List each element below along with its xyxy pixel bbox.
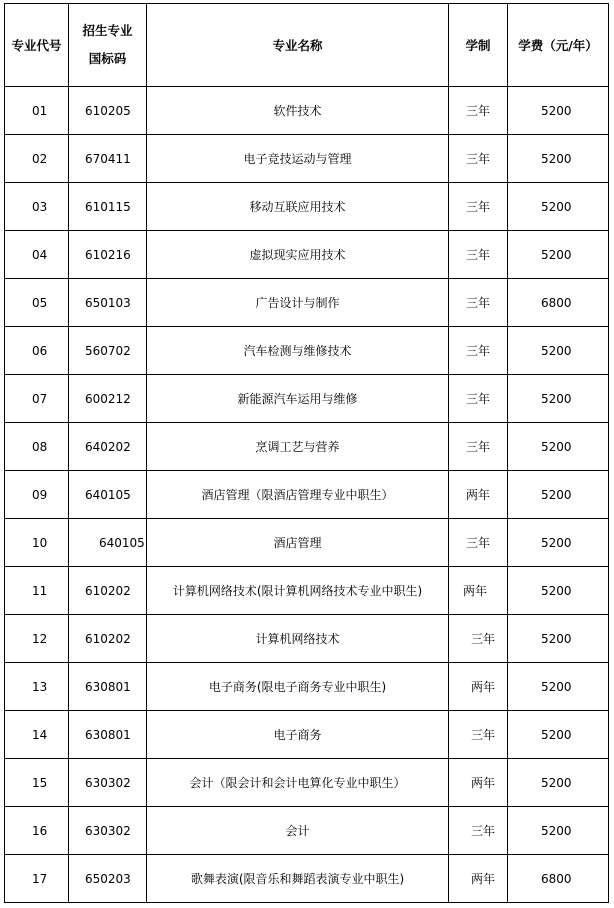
table-row <box>5 327 609 375</box>
cell-gb-code: 640105 <box>69 471 147 519</box>
cell-code: 04 <box>5 231 69 279</box>
cell-gb-code: 670411 <box>69 135 147 183</box>
cell-code: 16 <box>5 807 69 855</box>
cell-major-name: 虚拟现实应用技术 <box>147 231 449 279</box>
header-gb-line2: 国标码 <box>88 51 127 66</box>
cell-duration: 三年 <box>449 375 508 423</box>
header-fee: 学费（元/年） <box>508 4 609 87</box>
cell-code: 02 <box>5 135 69 183</box>
cell-code: 10 <box>5 519 69 567</box>
header-gb-code <box>69 4 147 87</box>
table-row <box>5 759 609 807</box>
cell-fee: 6800 <box>508 855 609 903</box>
cell-duration: 三年 <box>449 519 508 567</box>
table-row <box>5 567 609 615</box>
cell-fee: 5200 <box>508 183 609 231</box>
cell-code: 05 <box>5 279 69 327</box>
cell-duration: 两年 <box>449 471 508 519</box>
cell-code: 14 <box>5 711 69 759</box>
cell-gb-code: 610115 <box>69 183 147 231</box>
cell-fee: 5200 <box>508 423 609 471</box>
cell-fee: 5200 <box>508 567 609 615</box>
cell-duration: 三年 <box>449 87 508 135</box>
cell-duration: 三年 <box>449 327 508 375</box>
cell-code: 08 <box>5 423 69 471</box>
cell-gb-code: 630801 <box>69 663 147 711</box>
cell-major-name: 计算机网络技术(限计算机网络技术专业中职生) <box>147 567 449 615</box>
cell-major-name: 软件技术 <box>147 87 449 135</box>
cell-gb-code: 640202 <box>69 423 147 471</box>
cell-major-name: 酒店管理（限酒店管理专业中职生） <box>147 471 449 519</box>
cell-fee: 5200 <box>508 807 609 855</box>
cell-fee: 5200 <box>508 375 609 423</box>
cell-major-name: 酒店管理 <box>147 519 449 567</box>
cell-major-name: 移动互联应用技术 <box>147 183 449 231</box>
cell-code: 12 <box>5 615 69 663</box>
cell-duration: 两年 <box>449 759 508 807</box>
table-row <box>5 471 609 519</box>
cell-gb-code: 630302 <box>69 807 147 855</box>
cell-gb-code: 650103 <box>69 279 147 327</box>
cell-major-name: 会计 <box>147 807 449 855</box>
header-duration: 学制 <box>449 4 508 87</box>
cell-gb-code: 610202 <box>69 567 147 615</box>
cell-fee: 5200 <box>508 663 609 711</box>
header-code: 专业代号 <box>5 4 69 87</box>
cell-code: 01 <box>5 87 69 135</box>
cell-gb-code: 600212 <box>69 375 147 423</box>
cell-gb-code: 630801 <box>69 711 147 759</box>
cell-fee: 5200 <box>508 519 609 567</box>
table-row <box>5 855 609 903</box>
cell-major-name: 电子商务 <box>147 711 449 759</box>
header-gb-line1: 招生专业 <box>82 23 133 38</box>
table-row <box>5 279 609 327</box>
cell-duration: 三年 <box>449 231 508 279</box>
cell-duration: 三年 <box>449 183 508 231</box>
table-row <box>5 231 609 279</box>
cell-gb-code: 650203 <box>69 855 147 903</box>
cell-major-name: 广告设计与制作 <box>147 279 449 327</box>
cell-fee: 6800 <box>508 279 609 327</box>
table-row <box>5 519 609 567</box>
cell-major-name: 汽车检测与维修技术 <box>147 327 449 375</box>
cell-fee: 5200 <box>508 615 609 663</box>
cell-gb-code: 560702 <box>69 327 147 375</box>
cell-code: 11 <box>5 567 69 615</box>
cell-major-name: 烹调工艺与营养 <box>147 423 449 471</box>
cell-major-name: 电子竞技运动与管理 <box>147 135 449 183</box>
cell-major-name: 会计（限会计和会计电算化专业中职生） <box>147 759 449 807</box>
cell-duration: 三年 <box>449 423 508 471</box>
cell-duration: 三年 <box>449 807 508 855</box>
cell-duration: 三年 <box>449 279 508 327</box>
cell-fee: 5200 <box>508 231 609 279</box>
table-row <box>5 183 609 231</box>
cell-duration: 三年 <box>449 135 508 183</box>
cell-gb-code: 610202 <box>69 615 147 663</box>
cell-code: 13 <box>5 663 69 711</box>
table-row <box>5 375 609 423</box>
header-row <box>5 4 609 87</box>
cell-fee: 5200 <box>508 135 609 183</box>
table-row <box>5 423 609 471</box>
cell-duration: 三年 <box>449 615 508 663</box>
header-name: 专业名称 <box>147 4 449 87</box>
cell-fee: 5200 <box>508 87 609 135</box>
cell-gb-code: 610205 <box>69 87 147 135</box>
cell-duration: 两年 <box>449 663 508 711</box>
cell-major-name: 歌舞表演(限音乐和舞蹈表演专业中职生) <box>147 855 449 903</box>
cell-fee: 5200 <box>508 759 609 807</box>
cell-code: 09 <box>5 471 69 519</box>
cell-gb-code: 610216 <box>69 231 147 279</box>
cell-gb-code: 630302 <box>69 759 147 807</box>
table-row <box>5 87 609 135</box>
cell-major-name: 新能源汽车运用与维修 <box>147 375 449 423</box>
cell-fee: 5200 <box>508 327 609 375</box>
table-row <box>5 807 609 855</box>
cell-fee: 5200 <box>508 711 609 759</box>
cell-code: 15 <box>5 759 69 807</box>
cell-gb-code: 640105 <box>69 519 147 567</box>
cell-fee: 5200 <box>508 471 609 519</box>
table-row <box>5 663 609 711</box>
cell-code: 17 <box>5 855 69 903</box>
cell-duration: 两年 <box>449 855 508 903</box>
cell-major-name: 计算机网络技术 <box>147 615 449 663</box>
cell-code: 06 <box>5 327 69 375</box>
enrollment-table <box>4 3 609 903</box>
table-row <box>5 615 609 663</box>
table-row <box>5 711 609 759</box>
cell-duration: 两年 <box>449 567 508 615</box>
cell-code: 03 <box>5 183 69 231</box>
cell-duration: 三年 <box>449 711 508 759</box>
cell-code: 07 <box>5 375 69 423</box>
table-row <box>5 135 609 183</box>
cell-major-name: 电子商务(限电子商务专业中职生) <box>147 663 449 711</box>
